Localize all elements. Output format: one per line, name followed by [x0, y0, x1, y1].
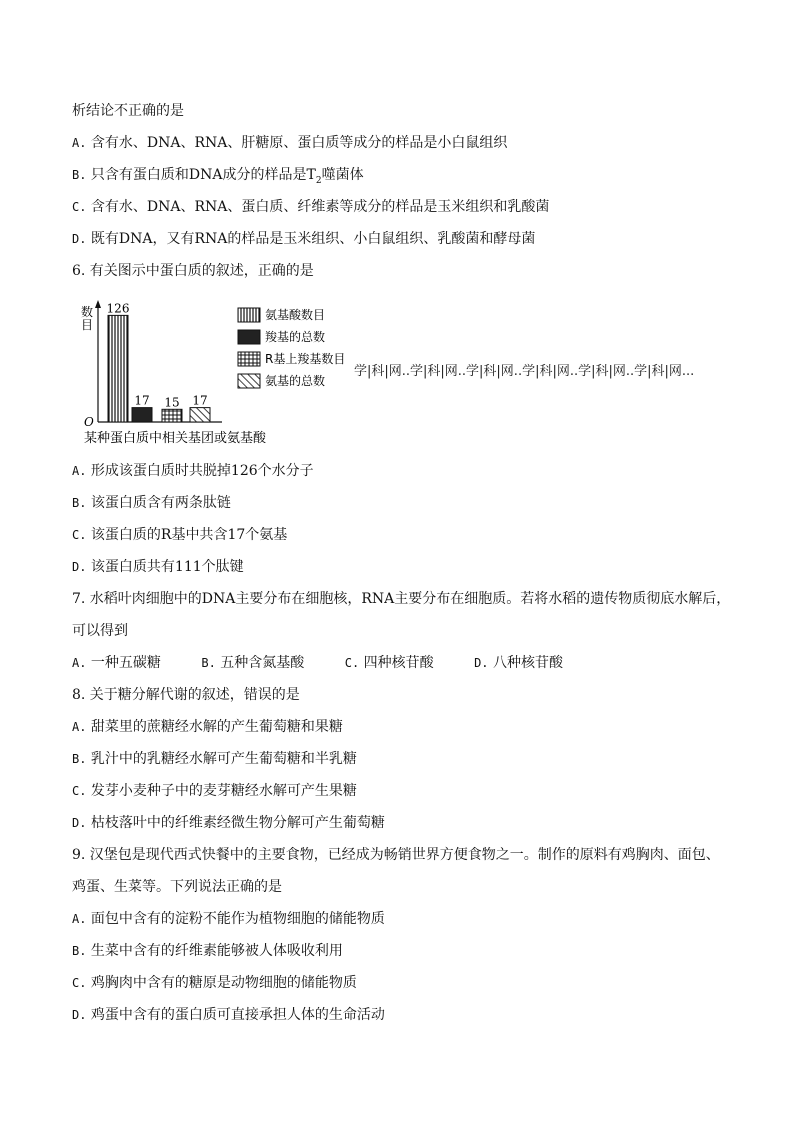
option-text: 含有水、DNA、RNA、蛋白质、纤维素等成分的样品是玉米组织和乳酸菌 — [90, 199, 550, 215]
y-axis-label-char: 数 — [81, 305, 94, 319]
bar-value-label: 17 — [192, 393, 208, 408]
bar-value-label: 17 — [134, 393, 150, 408]
x-axis-label: 某种蛋白质中相关基团或氨基酸 — [84, 431, 267, 446]
y-axis-label-char: 目 — [81, 318, 94, 332]
bar-value-label: 126 — [106, 301, 130, 316]
option-text: 形成该蛋白质时共脱掉126个水分子 — [90, 463, 314, 479]
option-letter: A. — [72, 720, 87, 734]
option-letter: C. — [72, 976, 87, 990]
option-text: 甜菜里的蔗糖经水解的产生葡萄糖和果糖 — [90, 719, 343, 735]
option-text: 含有水、DNA、RNA、肝糖原、蛋白质等成分的样品是小白鼠组织 — [90, 135, 508, 151]
option-letter: B. — [72, 168, 87, 182]
q5-option-c — [72, 198, 549, 216]
bar — [132, 408, 152, 422]
option-text: 枯枝落叶中的纤维素经微生物分解可产生葡萄糖 — [90, 815, 385, 831]
y-axis-arrow-icon — [95, 300, 101, 308]
legend-swatch — [238, 352, 260, 366]
option-text: 四种核苷酸 — [363, 655, 434, 671]
q5-option-d — [72, 230, 535, 248]
option-text: 鸡胸肉中含有的糖原是动物细胞的储能物质 — [90, 975, 357, 991]
option-text: 八种核苷酸 — [492, 655, 563, 671]
bar — [108, 315, 128, 422]
q5-intro: 析结论不正确的是 — [72, 103, 184, 119]
q9-option-a — [72, 910, 385, 928]
q7-stem-line1: 7. 水稻叶肉细胞中的DNA主要分布在细胞核，RNA主要分布在细胞质。若将水稻的遗传物质彻底水解后， — [72, 591, 731, 607]
option-text: 发芽小麦种子中的麦芽糖经水解可产生果糖 — [90, 783, 357, 799]
y-axis-label — [81, 304, 93, 332]
subscript: 2 — [315, 175, 322, 186]
option-text: 一种五碳糖 — [90, 655, 161, 671]
option-letter: D. — [72, 232, 87, 246]
option-letter: A. — [72, 912, 87, 926]
legend-swatch — [238, 330, 260, 344]
option-text-tail: 噬菌体 — [321, 167, 364, 183]
option-letter: C. — [72, 200, 87, 214]
option-letter: C. — [344, 656, 360, 670]
option-text: 该蛋白质共有111个肽键 — [90, 559, 244, 575]
option-text: 只含有蛋白质和DNA成分的样品是T — [90, 167, 316, 183]
option-letter: B. — [201, 656, 216, 670]
legend-swatch — [238, 308, 260, 322]
watermark-text: 学|科|网..学|科|网..学|科|网..学|科|网..学|科|网..学|科|网... — [354, 364, 695, 379]
q9-option-b — [72, 942, 343, 960]
q6-option-b — [72, 494, 231, 512]
q8-option-a — [72, 718, 343, 736]
legend-label: 氨基酸数目 — [265, 308, 326, 322]
option-letter: C. — [72, 784, 87, 798]
q7-stem-line2: 可以得到 — [72, 623, 128, 639]
option-text: 鸡蛋中含有的蛋白质可直接承担人体的生命活动 — [90, 1007, 385, 1023]
q5-option-b — [72, 166, 364, 190]
q9-option-c — [72, 974, 357, 992]
option-letter: C. — [72, 528, 87, 542]
option-letter: D. — [72, 816, 87, 830]
option-text: 乳汁中的乳糖经水解可产生葡萄糖和半乳糖 — [90, 751, 357, 767]
bar — [190, 408, 210, 422]
legend-label: R基上羧基数目 — [265, 352, 346, 366]
option-letter: A. — [72, 136, 87, 150]
q8-stem: 8. 关于糖分解代谢的叙述，错误的是 — [72, 687, 300, 703]
q8-option-b — [72, 750, 357, 768]
option-letter: B. — [72, 752, 87, 766]
option-letter: A. — [72, 464, 87, 478]
q6-option-a — [72, 462, 314, 480]
option-letter: D. — [474, 656, 489, 670]
q9-stem-line1: 9. 汉堡包是现代西式快餐中的主要食物，已经成为畅销世界方便食物之一。制作的原料有鸡胸肉、面包、 — [72, 847, 720, 863]
option-letter: D. — [72, 1008, 87, 1022]
q6-option-d — [72, 558, 244, 576]
q5-option-a — [72, 134, 507, 152]
q7-options-row — [72, 654, 563, 672]
legend-label: 羧基的总数 — [265, 330, 326, 344]
option-text: 生菜中含有的纤维素能够被人体吸收利用 — [90, 943, 343, 959]
bar — [162, 409, 182, 422]
option-letter: B. — [72, 944, 87, 958]
q9-stem-line2: 鸡蛋、生菜等。下列说法正确的是 — [72, 879, 282, 895]
option-text: 既有DNA，又有RNA的样品是玉米组织、小白鼠组织、乳酸菌和酵母菌 — [90, 231, 536, 247]
q6-stem: 6. 有关图示中蛋白质的叙述，正确的是 — [72, 263, 314, 279]
option-text: 五种含氮基酸 — [220, 655, 305, 671]
legend-label: 氨基的总数 — [265, 374, 326, 388]
option-letter: D. — [72, 560, 87, 574]
bar-value-label: 15 — [164, 395, 180, 410]
option-letter: A. — [72, 656, 87, 670]
option-text: 面包中含有的淀粉不能作为植物细胞的储能物质 — [90, 911, 385, 927]
option-text: 该蛋白质含有两条肽链 — [90, 495, 231, 511]
option-text: 该蛋白质的R基中共含17个氨基 — [90, 527, 288, 543]
q9-option-d — [72, 1006, 385, 1024]
q8-option-c — [72, 782, 357, 800]
option-letter: B. — [72, 496, 87, 510]
origin-label: O — [84, 415, 94, 429]
q6-option-c — [72, 526, 287, 544]
legend-swatch — [238, 374, 260, 388]
q8-option-d — [72, 814, 385, 832]
